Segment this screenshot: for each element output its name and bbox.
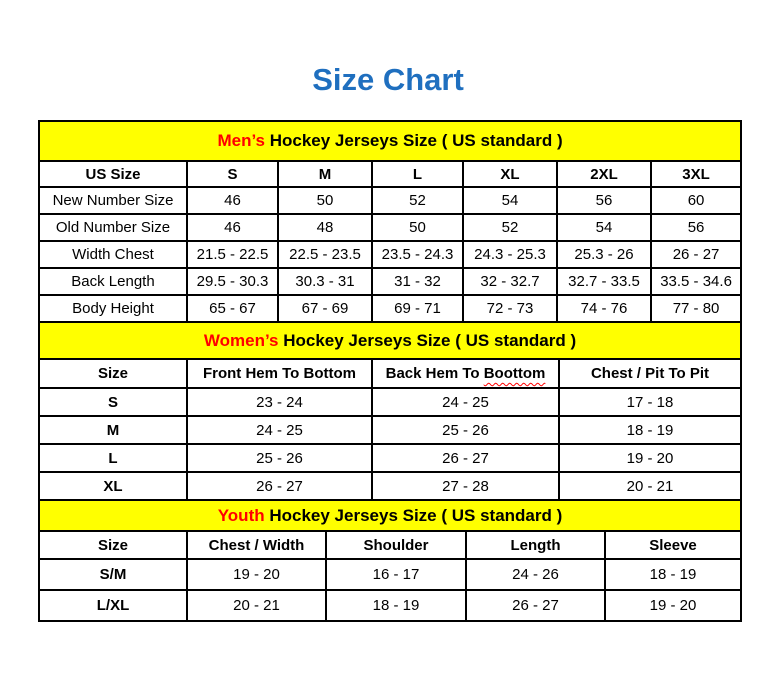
section-table-youth [38, 499, 742, 622]
row-label-cell: S/M [39, 559, 187, 590]
value-cell: 23 - 24 [187, 388, 372, 416]
value-cell: 22.5 - 23.5 [278, 241, 372, 268]
table-row [39, 214, 741, 241]
value-cell: 52 [463, 214, 557, 241]
row-label-cell: M [39, 416, 187, 444]
table-row [39, 388, 741, 416]
table-row [39, 241, 741, 268]
value-cell: 24 - 26 [466, 559, 605, 590]
value-cell: 56 [557, 187, 651, 214]
value-cell: 25 - 26 [187, 444, 372, 472]
value-cell: 25.3 - 26 [557, 241, 651, 268]
section-table-womens [38, 321, 742, 501]
value-cell: 17 - 18 [559, 388, 741, 416]
header-cell: 3XL [651, 161, 741, 187]
value-cell: 60 [651, 187, 741, 214]
value-cell: 46 [187, 187, 278, 214]
value-cell: 32.7 - 33.5 [557, 268, 651, 295]
table-row [39, 268, 741, 295]
row-label-cell: Back Length [39, 268, 187, 295]
value-cell: 50 [278, 187, 372, 214]
row-label-cell: New Number Size [39, 187, 187, 214]
value-cell: 24 - 25 [372, 388, 559, 416]
header-cell: Size [39, 531, 187, 559]
banner-highlight-word: Youth [217, 505, 265, 525]
value-cell: 19 - 20 [559, 444, 741, 472]
value-cell: 56 [651, 214, 741, 241]
value-cell: 18 - 19 [326, 590, 466, 621]
banner-rest-text: Hockey Jerseys Size ( US standard ) [264, 505, 563, 525]
header-cell: US Size [39, 161, 187, 187]
value-cell: 77 - 80 [651, 295, 741, 322]
table-row [39, 472, 741, 500]
value-cell: 26 - 27 [466, 590, 605, 621]
value-cell: 65 - 67 [187, 295, 278, 322]
value-cell: 32 - 32.7 [463, 268, 557, 295]
header-cell: Length [466, 531, 605, 559]
value-cell: 26 - 27 [651, 241, 741, 268]
value-cell: 46 [187, 214, 278, 241]
value-cell: 26 - 27 [372, 444, 559, 472]
value-cell: 31 - 32 [372, 268, 463, 295]
section-table-mens [38, 120, 742, 323]
table-row [39, 295, 741, 322]
value-cell: 54 [463, 187, 557, 214]
value-cell: 26 - 27 [187, 472, 372, 500]
banner-highlight-word: Women’s [203, 330, 279, 350]
value-cell: 74 - 76 [557, 295, 651, 322]
row-label-cell: L [39, 444, 187, 472]
value-cell: 25 - 26 [372, 416, 559, 444]
banner-rest-text: Hockey Jerseys Size ( US standard ) [265, 131, 563, 150]
header-cell: L [372, 161, 463, 187]
value-cell: 54 [557, 214, 651, 241]
value-cell: 18 - 19 [559, 416, 741, 444]
header-cell: Shoulder [326, 531, 466, 559]
header-cell: Sleeve [605, 531, 741, 559]
row-label-cell: S [39, 388, 187, 416]
table-row [39, 187, 741, 214]
value-cell: 52 [372, 187, 463, 214]
header-cell: S [187, 161, 278, 187]
value-cell: 20 - 21 [559, 472, 741, 500]
header-cell: 2XL [557, 161, 651, 187]
value-cell: 24 - 25 [187, 416, 372, 444]
misspelled-word: Boottom [483, 365, 546, 382]
header-cell: Chest / Width [187, 531, 326, 559]
value-cell: 19 - 20 [605, 590, 741, 621]
value-cell: 20 - 21 [187, 590, 326, 621]
banner-highlight-word: Men’s [217, 131, 265, 150]
table-row [39, 590, 741, 621]
value-cell: 18 - 19 [605, 559, 741, 590]
header-cell: Back Hem To Boottom [372, 359, 559, 388]
value-cell: 50 [372, 214, 463, 241]
row-label-cell: Width Chest [39, 241, 187, 268]
table-row [39, 416, 741, 444]
value-cell: 30.3 - 31 [278, 268, 372, 295]
value-cell: 16 - 17 [326, 559, 466, 590]
value-cell: 29.5 - 30.3 [187, 268, 278, 295]
size-chart-tables [38, 120, 741, 622]
row-label-cell: XL [39, 472, 187, 500]
header-cell: XL [463, 161, 557, 187]
header-cell: Front Hem To Bottom [187, 359, 372, 388]
header-cell: Chest / Pit To Pit [559, 359, 741, 388]
section-banner-youth [39, 500, 741, 531]
row-label-cell: Old Number Size [39, 214, 187, 241]
header-cell: Size [39, 359, 187, 388]
value-cell: 24.3 - 25.3 [463, 241, 557, 268]
page-title: Size Chart [312, 62, 464, 97]
value-cell: 33.5 - 34.6 [651, 268, 741, 295]
table-row [39, 444, 741, 472]
table-row [39, 559, 741, 590]
section-banner-mens [39, 121, 741, 161]
value-cell: 69 - 71 [372, 295, 463, 322]
value-cell: 19 - 20 [187, 559, 326, 590]
value-cell: 72 - 73 [463, 295, 557, 322]
value-cell: 27 - 28 [372, 472, 559, 500]
header-cell: M [278, 161, 372, 187]
value-cell: 48 [278, 214, 372, 241]
value-cell: 23.5 - 24.3 [372, 241, 463, 268]
banner-rest-text: Hockey Jerseys Size ( US standard ) [278, 330, 577, 350]
section-banner-womens [39, 322, 741, 359]
row-label-cell: L/XL [39, 590, 187, 621]
value-cell: 67 - 69 [278, 295, 372, 322]
row-label-cell: Body Height [39, 295, 187, 322]
value-cell: 21.5 - 22.5 [187, 241, 278, 268]
